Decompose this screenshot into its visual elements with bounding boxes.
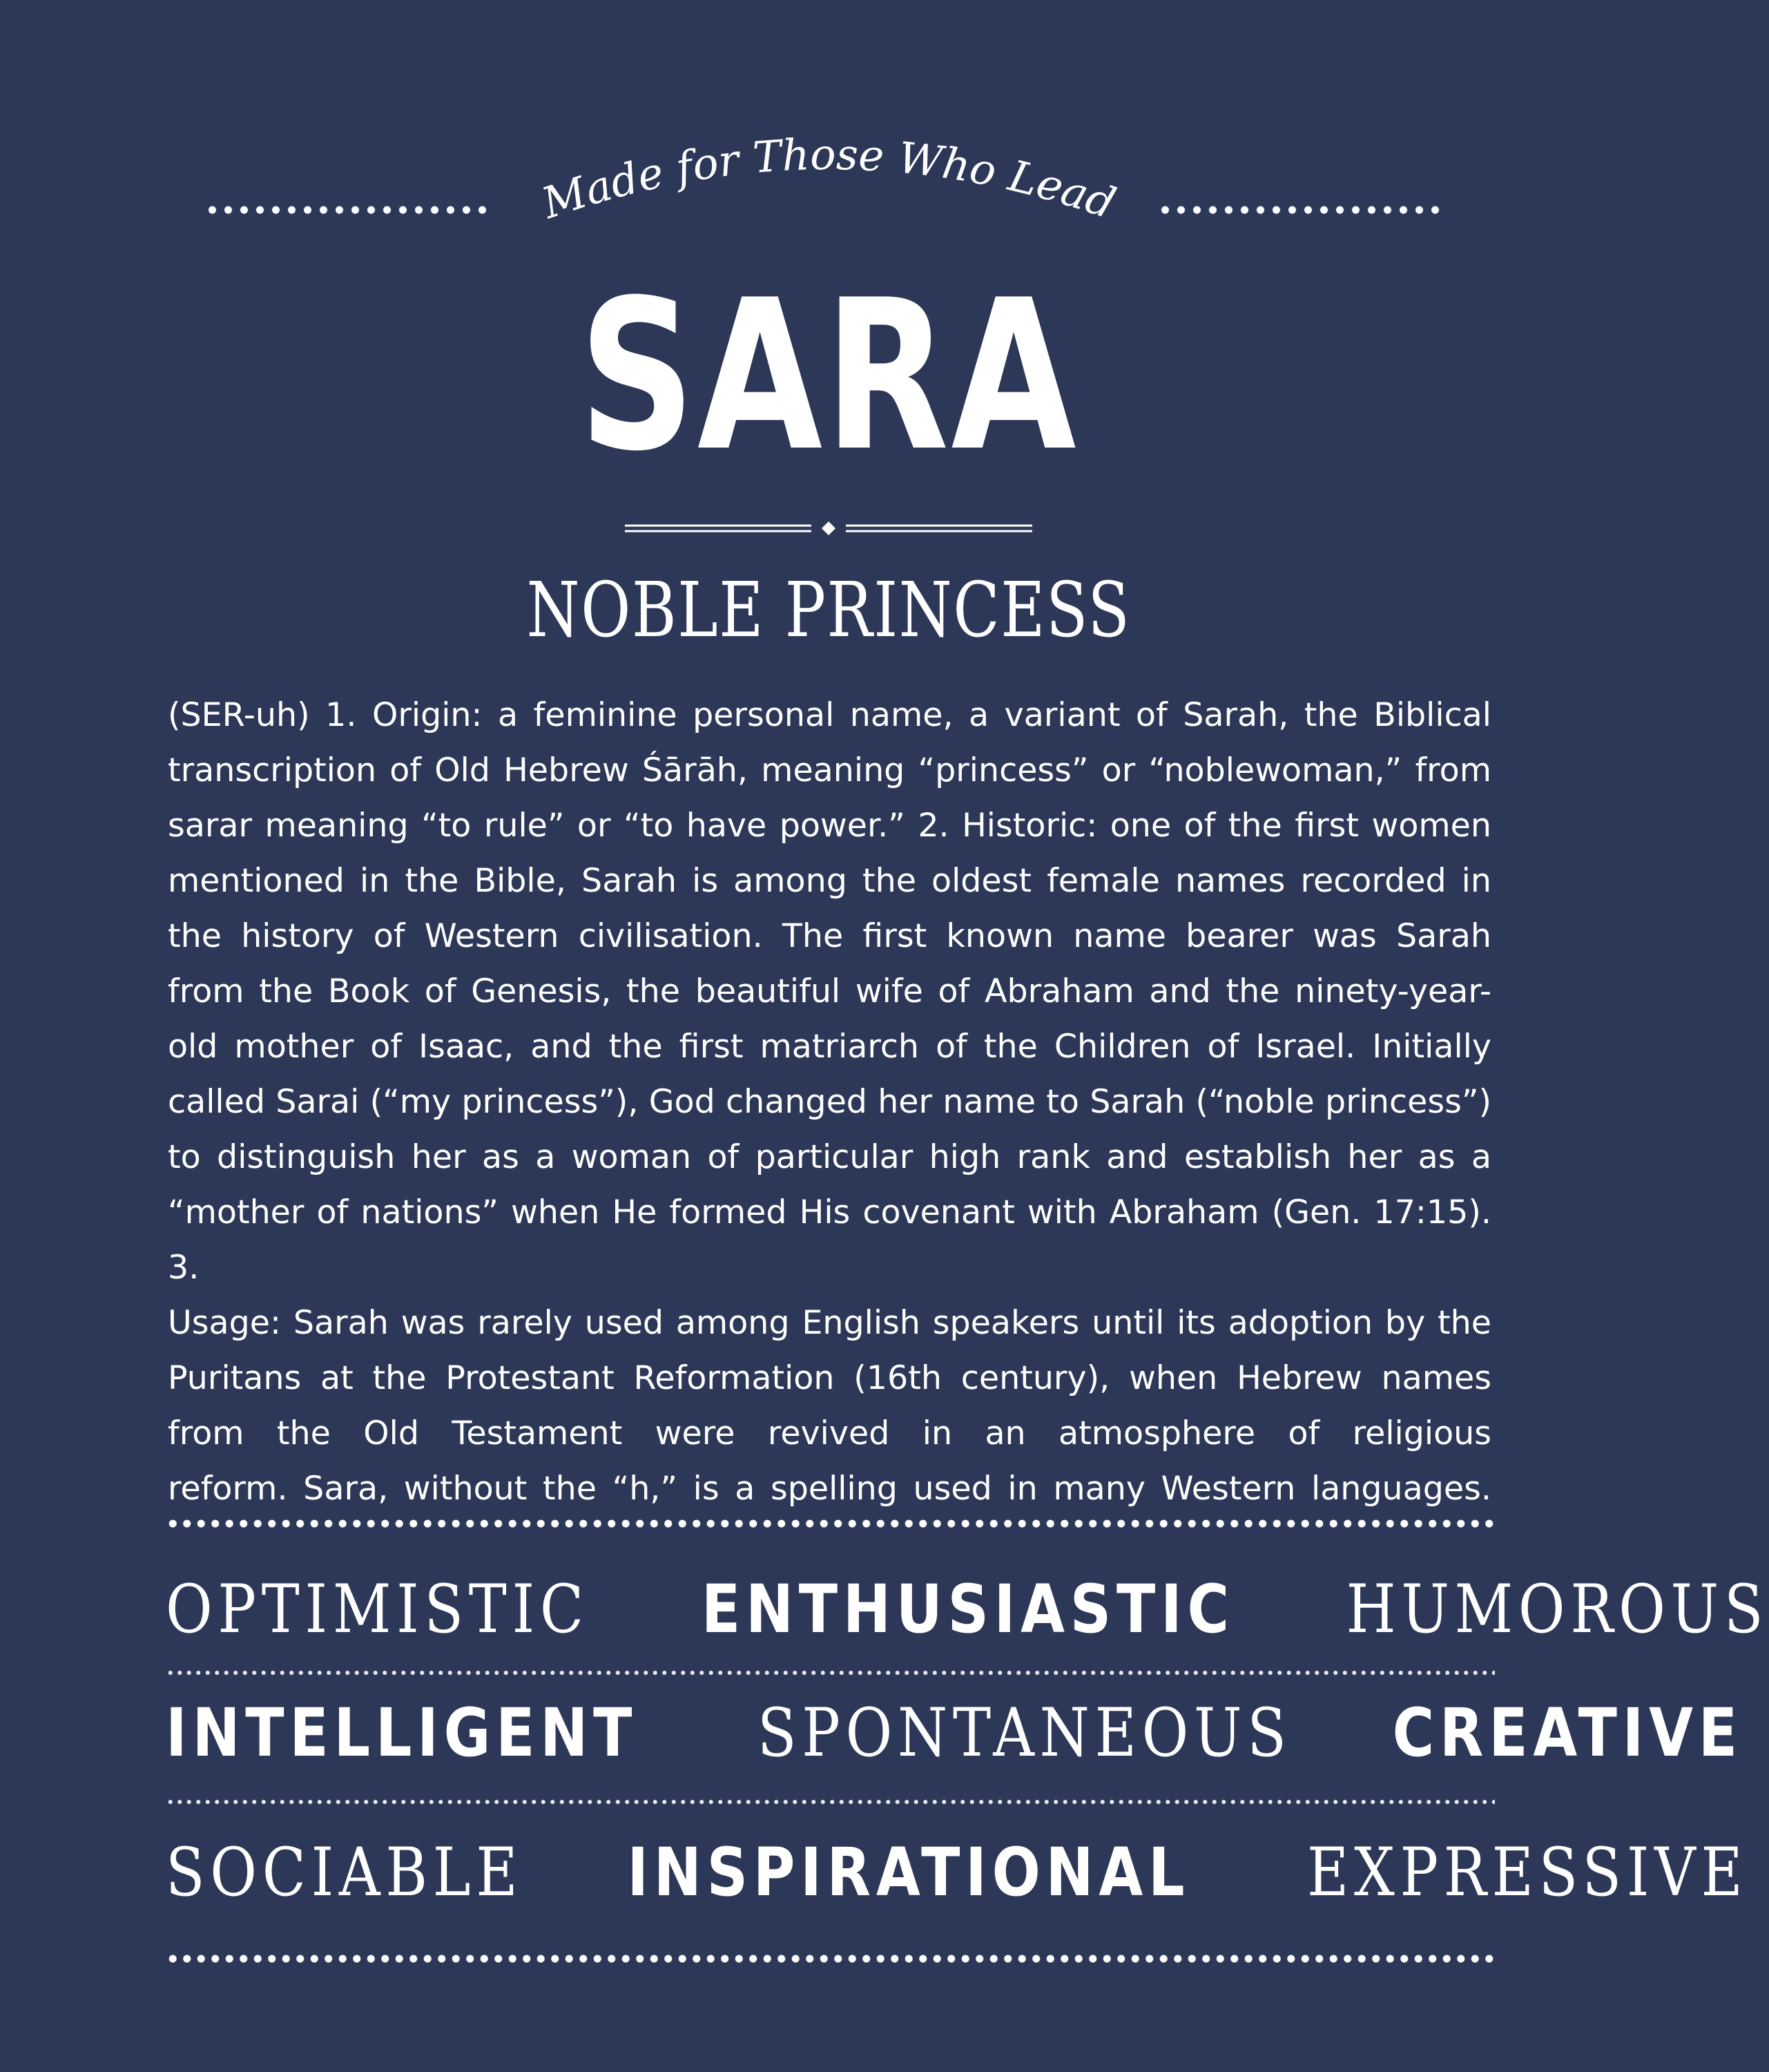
tagline-left-dots: [204, 204, 489, 215]
definition-line: sarar meaning “to rule” or “to have power.” 2. Historic: one of the first women: [168, 807, 1491, 845]
definition-line: Usage: Sarah was rarely used among English speakers until its adoption by the: [168, 1304, 1491, 1342]
definition-line: from the Old Testament were revived in an atmosphere of religious: [168, 1414, 1491, 1452]
definition-line: called Sarai (“my princess”), God changed her name to Sarah (“noble princess”): [168, 1083, 1491, 1121]
trait-word: INTELLIGENT: [166, 1694, 638, 1772]
svg-text:Made for Those Who Lead: [535, 129, 1121, 229]
definition-line: the history of Western civilisation. The first known name bearer was Sarah: [168, 917, 1491, 955]
traits-bottom-dots: [166, 1953, 1495, 1964]
trait-word: SPONTANEOUS: [757, 1694, 1293, 1772]
definition-line: (SER-uh) 1. Origin: a feminine personal name, a variant of Sarah, the Biblical: [168, 696, 1491, 734]
trait-separator-dots: [166, 1799, 1495, 1805]
trait-word: INSPIRATIONAL: [626, 1834, 1190, 1911]
trait-separator-dots: [166, 1670, 1495, 1676]
trait-word: CREATIVE: [1392, 1694, 1743, 1772]
trait-row-3: [166, 1828, 1748, 1917]
definition-line: transcription of Old Hebrew Śārāh, meaning “princess” or “noblewoman,” from: [168, 751, 1491, 789]
name-meaning: NOBLE PRINCESS: [526, 566, 1131, 654]
definition-line: to distinguish her as a woman of particular high rank and establish her as a: [168, 1138, 1491, 1176]
tagline-text: Made for Those Who Lead: [536, 128, 1122, 229]
name-title: SARA: [579, 256, 1079, 497]
definition-line: Puritans at the Protestant Reformation (16th century), when Hebrew names: [168, 1359, 1491, 1397]
definition-line: from the Book of Genesis, the beautiful wife of Abraham and the ninety-year-: [168, 972, 1491, 1010]
definition-line: old mother of Isaac, and the first matriarch of the Children of Israel. Initially: [168, 1028, 1491, 1066]
definition-text: [168, 688, 1491, 1517]
trait-word: ENTHUSIASTIC: [701, 1571, 1235, 1648]
definition-line: reform. Sara, without the “h,” is a spelling used in many Western languages.: [168, 1470, 1491, 1508]
definition-line: “mother of nations” when He formed His covenant with Abraham (Gen. 17:15). 3.: [168, 1193, 1491, 1287]
trait-word: HUMOROUS: [1346, 1571, 1769, 1648]
trait-row-1: [166, 1564, 1769, 1654]
traits-top-dots: [166, 1518, 1495, 1529]
tagline-right-dots: [1157, 204, 1442, 215]
trait-word: SOCIABLE: [166, 1834, 523, 1911]
tagline-arc: [0, 117, 1657, 235]
ornament-divider: [625, 520, 1032, 537]
trait-word: EXPRESSIVE: [1307, 1834, 1748, 1911]
trait-row-2: [166, 1688, 1743, 1778]
definition-line: mentioned in the Bible, Sarah is among the oldest female names recorded in: [168, 862, 1491, 900]
trait-word: OPTIMISTIC: [166, 1571, 589, 1648]
